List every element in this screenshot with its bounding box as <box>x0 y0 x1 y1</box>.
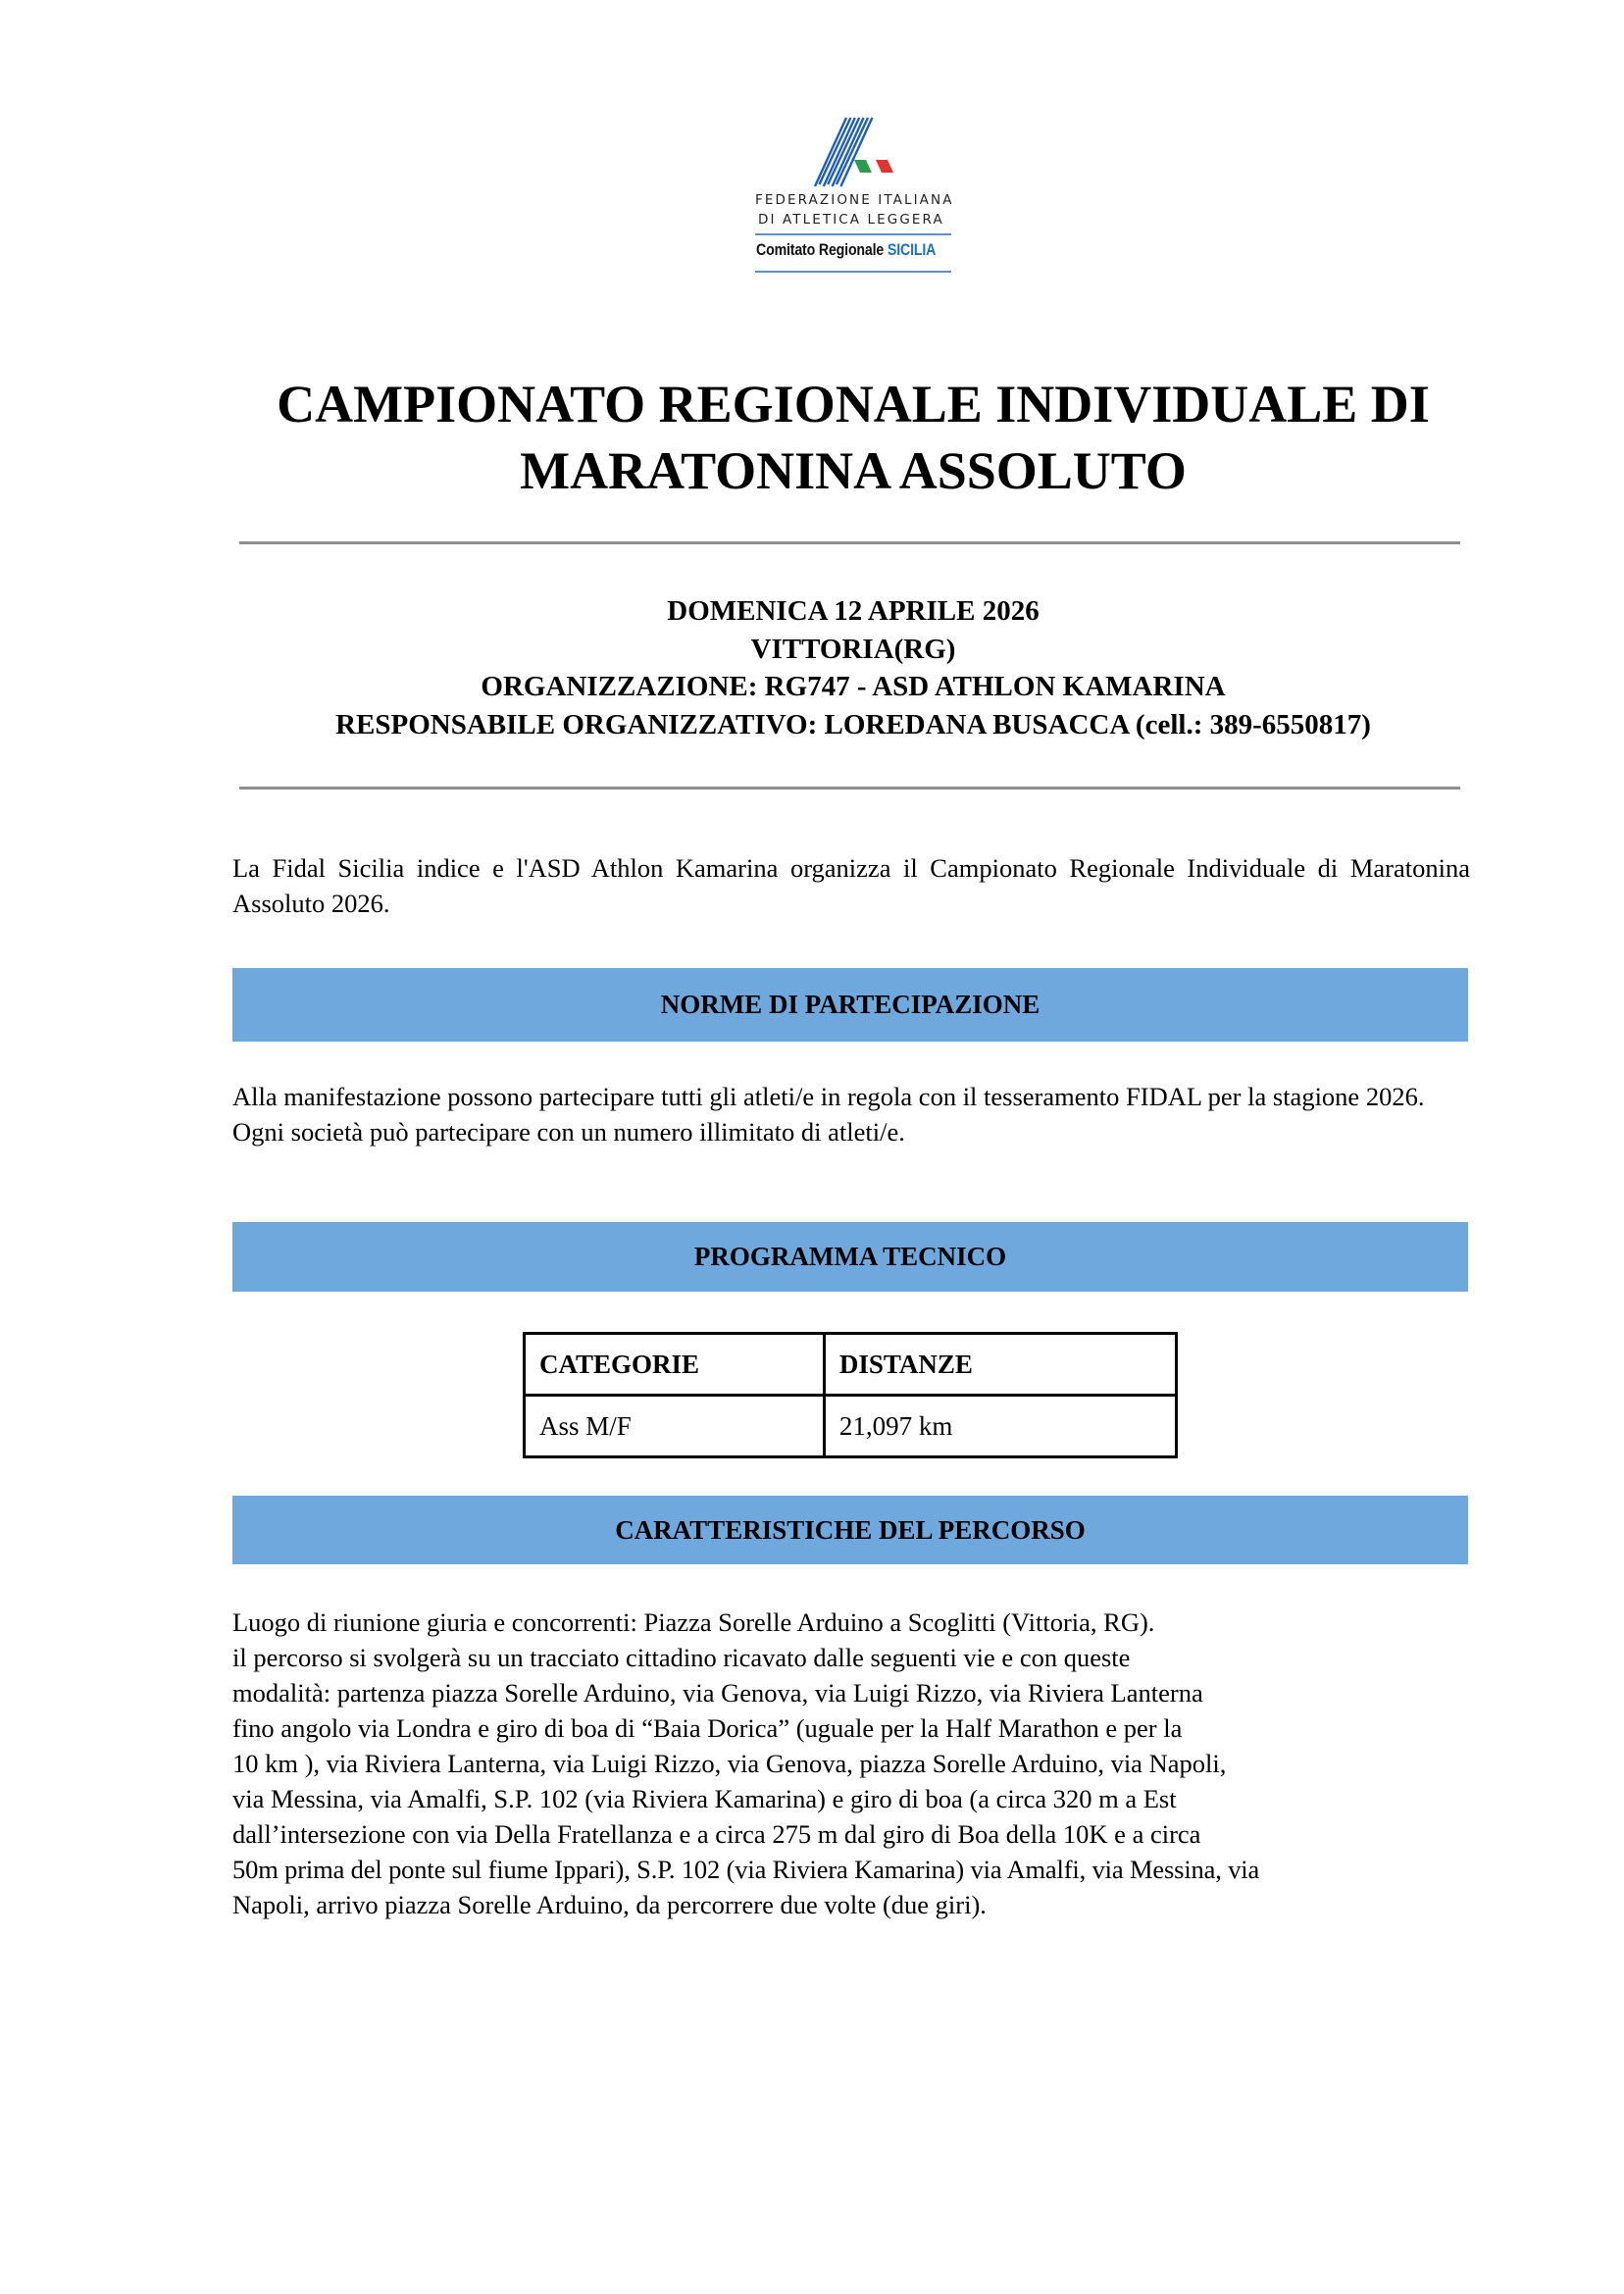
course-line: modalità: partenza piazza Sorelle Arduino, via Genova, via Luigi Rizzo, via Riviera Lanterna <box>232 1678 1203 1708</box>
course-line: Luogo di riunione giuria e concorrenti: Piazza Sorelle Arduino a Scoglitti (Vittoria, RG). <box>232 1607 1155 1637</box>
table-row <box>525 1396 1177 1457</box>
title-line-2: MARATONINA ASSOLUTO <box>520 441 1187 500</box>
logo-region: SICILIA <box>887 241 937 259</box>
logo-federation-line2: DI ATLETICA LEGGERA <box>758 212 944 228</box>
section-header-program <box>232 1222 1468 1292</box>
section-title: CARATTERISTICHE DEL PERCORSO <box>615 1514 1086 1545</box>
logo-committee <box>756 241 936 260</box>
course-line: fino angolo via Londra e giro di boa di “Baia Dorica” (uguale per la Half Marathon e per la <box>232 1713 1183 1743</box>
participation-text-1: Alla manifestazione possono partecipare tutti gli atleti/e in regola con il tesseramento FIDAL per la stagione 2026. <box>232 1082 1425 1111</box>
course-line: il percorso si svolgerà su un tracciato cittadino ricavato dalle seguenti vie e con queste <box>232 1643 1131 1672</box>
event-info <box>196 592 1510 743</box>
event-manager: RESPONSABILE ORGANIZZATIVO: LOREDANA BUSACCA (cell.: 389-6550817) <box>335 708 1371 740</box>
program-table <box>523 1332 1178 1458</box>
emblem-stripe <box>828 118 859 184</box>
section-title: PROGRAMMA TECNICO <box>693 1242 1007 1271</box>
course-line: Napoli, arrivo piazza Sorelle Arduino, da percorrere due volte (due giri). <box>232 1890 987 1919</box>
logo-divider-top <box>755 233 951 235</box>
course-line: via Messina, via Amalfi, S.P. 102 (via Riviera Kamarina) e giro di boa (a circa 320 m a Est <box>232 1784 1177 1813</box>
event-organization: ORGANIZZAZIONE: RG747 - ASD ATHLON KAMARINA <box>481 671 1226 702</box>
fidal-emblem-icon <box>750 110 966 188</box>
cell-distance: 21,097 km <box>824 1396 1176 1457</box>
event-date: DOMENICA 12 APRILE 2026 <box>667 595 1040 627</box>
cell-category: Ass M/F <box>525 1396 825 1457</box>
divider-bottom <box>239 787 1460 790</box>
column-header-categories: CATEGORIE <box>525 1334 825 1396</box>
course-line: 10 km ), via Riviera Lanterna, via Luigi Rizzo, via Genova, piazza Sorelle Arduino, via Napoli, <box>232 1749 1227 1778</box>
logo-divider-bottom <box>755 271 951 273</box>
course-line: dall’intersezione con via Della Fratellanza e a circa 275 m dal giro di Boa della 10K e a circa <box>232 1819 1201 1849</box>
logo-federation-line1: FEDERAZIONE ITALIANA <box>755 192 954 208</box>
table-header-row <box>525 1334 1177 1396</box>
divider-top <box>239 541 1460 544</box>
event-place: VITTORIA(RG) <box>750 633 956 665</box>
emblem-stripe <box>833 118 864 186</box>
participation-paragraph <box>232 1079 1470 1149</box>
title-line-1: CAMPIONATO REGIONALE INDIVIDUALE DI <box>277 375 1430 433</box>
page-title <box>196 371 1510 504</box>
fidal-sicilia-logo <box>750 110 966 281</box>
participation-text-2: Ogni società può partecipare con un numero illimitato di atleti/e. <box>232 1117 905 1147</box>
section-header-participation <box>232 968 1468 1042</box>
course-line: 50m prima del ponte sul fiume Ippari), S.P. 102 (via Riviera Kamarina) via Amalfi, via Messina, via <box>232 1855 1260 1884</box>
section-title: NORME DI PARTECIPAZIONE <box>660 990 1040 1019</box>
column-header-distances: DISTANZE <box>824 1334 1176 1396</box>
section-header-course <box>232 1496 1468 1564</box>
intro-paragraph: La Fidal Sicilia indice e l'ASD Athlon Kamarina organizza il Campionato Regionale Individuale di Maratonina Assoluto 2026. <box>232 853 1470 918</box>
logo-committee-label: Comitato Regionale <box>756 241 885 259</box>
course-description <box>232 1605 1488 1922</box>
